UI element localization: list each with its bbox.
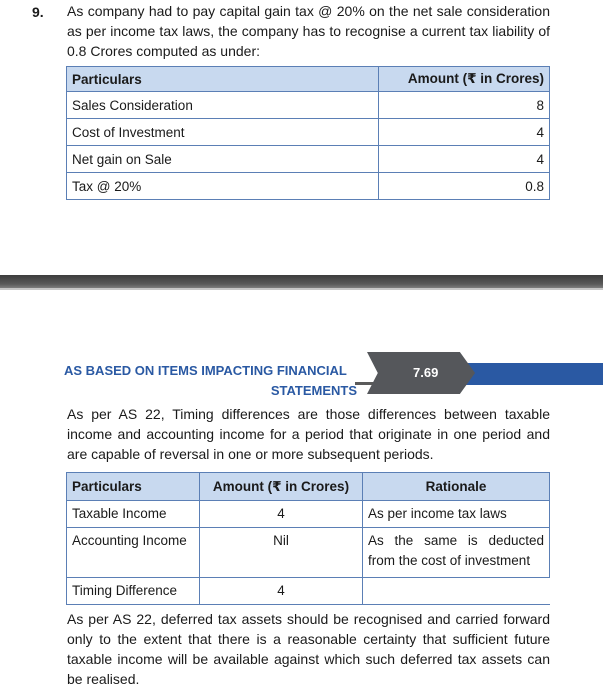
question-number: 9. <box>32 4 44 20</box>
header-particulars: Particulars <box>67 67 379 92</box>
timing-difference-paragraph: As per AS 22, Timing differences are those differences between taxable income and accounting income for a period that originate in one period and are capable of reversal in one or more subsequent periods. <box>67 406 550 462</box>
cell-particular: Accounting Income <box>67 528 200 578</box>
cell-rationale <box>363 578 550 605</box>
cell-particular: Tax @ 20% <box>67 173 379 200</box>
cell-amount: 4 <box>379 146 550 173</box>
cell-particular: Timing Difference <box>67 578 200 605</box>
header-amount: Amount (₹ in Crores) <box>200 473 363 501</box>
table-row <box>67 578 550 605</box>
page-divider <box>0 275 603 288</box>
table-row <box>67 146 550 173</box>
cell-amount: Nil <box>200 528 363 578</box>
table-row <box>67 173 550 200</box>
table-row <box>67 119 550 146</box>
table-header-row <box>67 473 550 501</box>
cell-rationale: As per income tax laws <box>363 501 550 528</box>
table-header-row <box>67 67 550 92</box>
cell-particular: Taxable Income <box>67 501 200 528</box>
header-rationale: Rationale <box>363 473 550 501</box>
cell-rationale: As the same is deducted from the cost of investment <box>363 528 550 578</box>
header-particulars: Particulars <box>67 473 200 501</box>
cell-particular: Net gain on Sale <box>67 146 379 173</box>
cell-amount: 4 <box>200 501 363 528</box>
cell-particular: Sales Consideration <box>67 92 379 119</box>
banner-accent-tab <box>462 363 603 385</box>
table-row <box>67 501 550 528</box>
cell-amount: 4 <box>379 119 550 146</box>
section-heading-line2: STATEMENTS <box>270 383 357 398</box>
deferred-tax-paragraph: As per AS 22, deferred tax assets should be recognised and carried forward only to the extent that there is a reasonable certainty that sufficient future taxable income will be available against which such deferred tax assets can be realised. <box>67 611 550 687</box>
table-row <box>67 528 550 578</box>
cell-amount: 8 <box>379 92 550 119</box>
cell-amount: 0.8 <box>379 173 550 200</box>
table-row <box>67 92 550 119</box>
section-heading <box>64 361 357 401</box>
tax-computation-table <box>66 66 550 200</box>
header-amount: Amount (₹ in Crores) <box>379 67 550 92</box>
page-divider-shadow <box>0 288 603 290</box>
question-text: As company had to pay capital gain tax @ 20% on the net sale consideration as per income tax laws, the company has to recognise a current tax liability of 0.8 Crores computed as under: <box>67 3 550 59</box>
timing-difference-table <box>66 472 550 605</box>
cell-amount: 4 <box>200 578 363 605</box>
cell-particular: Cost of Investment <box>67 119 379 146</box>
page-number: 7.69 <box>413 365 439 380</box>
section-heading-line1: AS BASED ON ITEMS IMPACTING FINANCIAL <box>64 363 347 378</box>
